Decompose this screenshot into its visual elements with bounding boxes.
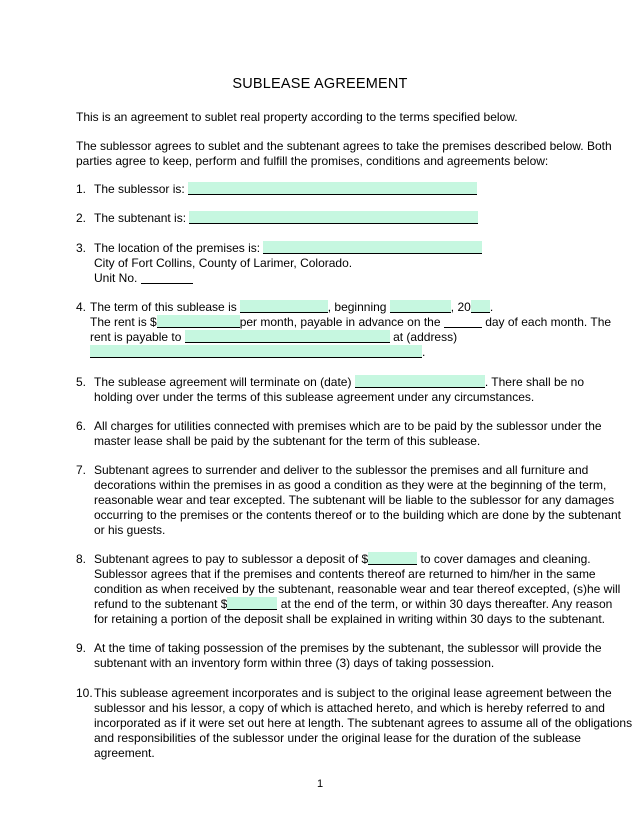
item-8-line-4 xyxy=(94,597,612,612)
item-number: 3. xyxy=(76,241,87,255)
per-month-text: per month, payable in advance on the xyxy=(239,315,441,329)
rent-label: The rent is $ xyxy=(90,315,157,329)
item-8-line-1 xyxy=(94,552,591,567)
beginning-label: , beginning xyxy=(327,300,387,314)
item-4-line-1 xyxy=(90,300,493,315)
item-7-line: reasonable wear and tear excepted. The subtenant will be liable to the sublessor for any damages xyxy=(94,493,615,507)
item-number: 2. xyxy=(76,211,87,225)
document-title: SUBLEASE AGREEMENT xyxy=(232,76,408,92)
item-number: 7. xyxy=(76,463,87,477)
rent-payable-to-field[interactable] xyxy=(185,330,390,343)
sublessor-field[interactable] xyxy=(188,182,477,195)
term-label: The term of this sublease is xyxy=(90,300,237,314)
item-1-line xyxy=(94,182,477,197)
item-10-line: This sublease agreement incorporates and is subject to the original lease agreement between the xyxy=(94,686,612,700)
item-8-line-2: Sublessor agrees that if the premises and contents thereof are returned to him/her in the same xyxy=(94,567,596,581)
subtenant-field[interactable] xyxy=(189,211,478,224)
item-9-line: subtenant with an inventory form within three (3) days of taking possession. xyxy=(94,656,495,670)
item-10-line: agreement. xyxy=(94,746,155,760)
period-text: . xyxy=(489,300,494,314)
beginning-date-field[interactable] xyxy=(390,300,451,313)
item-7-line: occurring to the premises or the contents thereof or to the building which are done by the subtenant xyxy=(94,508,621,522)
day-of-month-text: day of each month. The xyxy=(485,315,612,329)
city-line: City of Fort Collins, County of Larimer, Colorado. xyxy=(94,256,353,270)
item-number: 8. xyxy=(76,552,87,566)
item-6-line: master lease shall be paid by the subtenant for the term of this sublease. xyxy=(94,434,481,448)
refund-label: refund to the subtenant $ xyxy=(94,597,228,611)
refund-amount-field[interactable] xyxy=(227,597,277,610)
refund-terms-text: at the end of the term, or within 30 days thereafter. Any reason xyxy=(280,597,613,611)
intro2-line-2: parties agree to keep, perform and fulfill the promises, conditions and agreements below: xyxy=(76,154,549,168)
unit-line xyxy=(94,271,193,286)
period-text: . xyxy=(422,345,426,359)
terminate-label: The sublease agreement will terminate on (date) xyxy=(94,375,352,389)
year-field[interactable] xyxy=(471,300,490,313)
intro-text: This is an agreement to sublet real property according to the terms specified below. xyxy=(76,110,518,124)
item-7-line: decorations within the premises in as good a condition as they were at the beginning of the term, xyxy=(94,478,607,492)
item-9-line: At the time of taking possession of the premises by the subtenant, the sublessor will provide the xyxy=(94,641,602,655)
deposit-label: Subtenant agrees to pay to sublessor a deposit of $ xyxy=(94,552,369,566)
intro2-line-1: The sublessor agrees to sublet and the subtenant agrees to take the premises described below. Both xyxy=(76,139,612,153)
item-8-line-5: for retaining a portion of the deposit shall be explained in writing within 30 days to the subtenant. xyxy=(94,612,605,626)
deposit-amount-field[interactable] xyxy=(368,552,417,565)
item-7-line: Subtenant agrees to surrender and deliver to the sublessor the premises and all furniture and xyxy=(94,463,589,477)
item-5-line-1 xyxy=(94,375,584,390)
term-field[interactable] xyxy=(240,300,328,313)
no-holding-text: . There shall be no xyxy=(484,375,584,389)
item-6-line: All charges for utilities connected with premises which are to be paid by the sublessor under the xyxy=(94,419,602,433)
rent-day-blank[interactable] xyxy=(444,316,482,328)
item-10-line: incorporated as if it were set out here at length. The subtenant agrees to assume all of the obligations xyxy=(94,716,633,730)
rent-amount-field[interactable] xyxy=(157,315,240,328)
subtenant-label: The subtenant is: xyxy=(94,211,187,225)
item-number: 4. xyxy=(76,300,87,314)
item-number: 6. xyxy=(76,419,87,433)
item-10-line: and responsibilities of the sublessor under the original lease for the duration of the sublease xyxy=(94,731,581,745)
premises-location-field[interactable] xyxy=(263,241,482,254)
item-number: 1. xyxy=(76,182,87,196)
unit-number-blank[interactable] xyxy=(141,272,193,284)
page-number: 1 xyxy=(316,778,324,790)
year-prefix: , 20 xyxy=(450,300,471,314)
deposit-purpose-text: to cover damages and cleaning. xyxy=(420,552,591,566)
sublessor-label: The sublessor is: xyxy=(94,182,185,196)
item-4-line-4 xyxy=(90,345,425,360)
address-label: at (address) xyxy=(393,330,458,344)
rent-payable-label: rent is payable to xyxy=(90,330,182,344)
item-3-line xyxy=(94,241,482,256)
item-4-line-2 xyxy=(90,315,611,330)
item-number: 5. xyxy=(76,375,87,389)
item-4-line-3 xyxy=(90,330,457,345)
rent-address-field[interactable] xyxy=(90,345,422,358)
item-8-line-3: condition as when received by the subtenant, reasonable wear and tear thereof excepted, (s)he will xyxy=(94,582,621,596)
termination-date-field[interactable] xyxy=(355,375,485,388)
item-2-line xyxy=(94,211,478,226)
item-number: 10. xyxy=(76,686,93,700)
item-5-line-2: holding over under the terms of this sublease agreement under any circumstances. xyxy=(94,390,535,404)
item-number: 9. xyxy=(76,641,87,655)
item-10-line: sublessor and his lessor, a copy of which is attached hereto, and which is hereby referred to and xyxy=(94,701,605,715)
unit-label: Unit No. xyxy=(94,271,138,285)
item-7-line: or his guests. xyxy=(94,523,166,537)
premises-location-label: The location of the premises is: xyxy=(94,241,261,255)
